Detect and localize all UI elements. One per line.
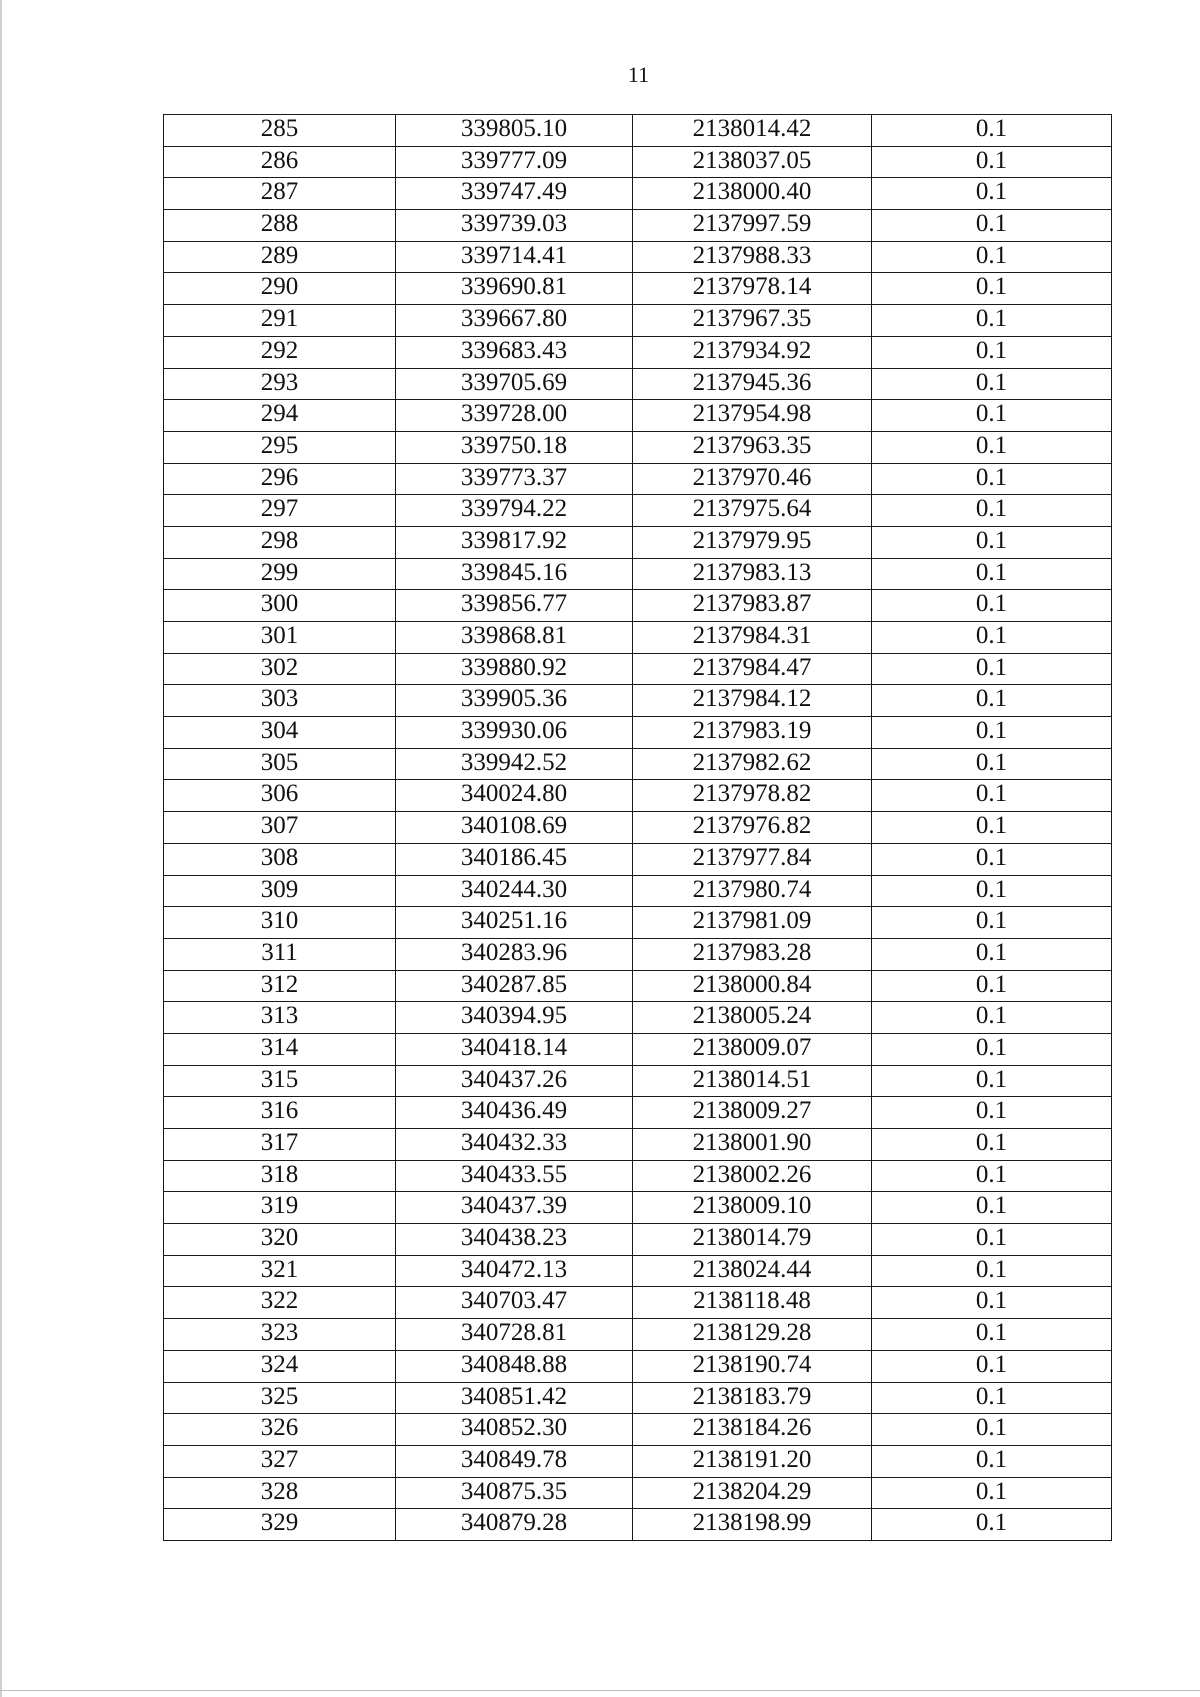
value-cell: 0.1 — [872, 241, 1112, 273]
y-coordinate-cell: 2137977.84 — [633, 843, 872, 875]
y-coordinate-cell: 2137983.13 — [633, 558, 872, 590]
y-coordinate-cell: 2138000.84 — [633, 970, 872, 1002]
value-cell: 0.1 — [872, 685, 1112, 717]
value-cell: 0.1 — [872, 526, 1112, 558]
table-row — [164, 526, 1112, 558]
value-cell: 0.1 — [872, 1319, 1112, 1351]
point-number-cell: 324 — [164, 1350, 396, 1382]
y-coordinate-cell: 2137983.28 — [633, 938, 872, 970]
value-cell: 0.1 — [872, 1160, 1112, 1192]
table-row — [164, 1382, 1112, 1414]
value-cell: 0.1 — [872, 1065, 1112, 1097]
table-row — [164, 1097, 1112, 1129]
x-coordinate-cell: 340437.39 — [396, 1192, 633, 1224]
value-cell: 0.1 — [872, 431, 1112, 463]
point-number-cell: 321 — [164, 1255, 396, 1287]
x-coordinate-cell: 340848.88 — [396, 1350, 633, 1382]
value-cell: 0.1 — [872, 115, 1112, 147]
x-coordinate-cell: 339905.36 — [396, 685, 633, 717]
x-coordinate-cell: 340394.95 — [396, 1002, 633, 1034]
table-row — [164, 1129, 1112, 1161]
x-coordinate-cell: 340251.16 — [396, 907, 633, 939]
table-row — [164, 1445, 1112, 1477]
value-cell: 0.1 — [872, 1414, 1112, 1446]
value-cell: 0.1 — [872, 907, 1112, 939]
y-coordinate-cell: 2138024.44 — [633, 1255, 872, 1287]
table-row — [164, 1224, 1112, 1256]
point-number-cell: 285 — [164, 115, 396, 147]
point-number-cell: 305 — [164, 748, 396, 780]
table-row — [164, 368, 1112, 400]
table-row — [164, 1065, 1112, 1097]
x-coordinate-cell: 340879.28 — [396, 1509, 633, 1541]
table-row — [164, 1002, 1112, 1034]
point-number-cell: 307 — [164, 812, 396, 844]
x-coordinate-cell: 339750.18 — [396, 431, 633, 463]
point-number-cell: 326 — [164, 1414, 396, 1446]
x-coordinate-cell: 340436.49 — [396, 1097, 633, 1129]
point-number-cell: 329 — [164, 1509, 396, 1541]
y-coordinate-cell: 2138002.26 — [633, 1160, 872, 1192]
x-coordinate-cell: 340186.45 — [396, 843, 633, 875]
table-row — [164, 843, 1112, 875]
point-number-cell: 322 — [164, 1287, 396, 1319]
table-row — [164, 653, 1112, 685]
table-row — [164, 1319, 1112, 1351]
point-number-cell: 298 — [164, 526, 396, 558]
table-row — [164, 812, 1112, 844]
y-coordinate-cell: 2137984.47 — [633, 653, 872, 685]
point-number-cell: 311 — [164, 938, 396, 970]
point-number-cell: 294 — [164, 400, 396, 432]
value-cell: 0.1 — [872, 875, 1112, 907]
table-row — [164, 495, 1112, 527]
point-number-cell: 301 — [164, 622, 396, 654]
value-cell: 0.1 — [872, 812, 1112, 844]
value-cell: 0.1 — [872, 146, 1112, 178]
point-number-cell: 306 — [164, 780, 396, 812]
x-coordinate-cell: 340703.47 — [396, 1287, 633, 1319]
point-number-cell: 292 — [164, 336, 396, 368]
table-row — [164, 780, 1112, 812]
point-number-cell: 312 — [164, 970, 396, 1002]
x-coordinate-cell: 339856.77 — [396, 590, 633, 622]
point-number-cell: 288 — [164, 210, 396, 242]
value-cell: 0.1 — [872, 210, 1112, 242]
value-cell: 0.1 — [872, 1033, 1112, 1065]
point-number-cell: 303 — [164, 685, 396, 717]
point-number-cell: 287 — [164, 178, 396, 210]
y-coordinate-cell: 2137963.35 — [633, 431, 872, 463]
point-number-cell: 297 — [164, 495, 396, 527]
table-row — [164, 938, 1112, 970]
y-coordinate-cell: 2137980.74 — [633, 875, 872, 907]
value-cell: 0.1 — [872, 305, 1112, 337]
value-cell: 0.1 — [872, 748, 1112, 780]
y-coordinate-cell: 2137982.62 — [633, 748, 872, 780]
table-row — [164, 336, 1112, 368]
table-row — [164, 210, 1112, 242]
point-number-cell: 299 — [164, 558, 396, 590]
value-cell: 0.1 — [872, 1129, 1112, 1161]
point-number-cell: 290 — [164, 273, 396, 305]
table-row — [164, 431, 1112, 463]
y-coordinate-cell: 2137945.36 — [633, 368, 872, 400]
x-coordinate-cell: 340433.55 — [396, 1160, 633, 1192]
table-row — [164, 717, 1112, 749]
value-cell: 0.1 — [872, 1445, 1112, 1477]
x-coordinate-cell: 340875.35 — [396, 1477, 633, 1509]
x-coordinate-cell: 340108.69 — [396, 812, 633, 844]
y-coordinate-cell: 2137984.31 — [633, 622, 872, 654]
y-coordinate-cell: 2138009.10 — [633, 1192, 872, 1224]
table-row — [164, 305, 1112, 337]
x-coordinate-cell: 339690.81 — [396, 273, 633, 305]
y-coordinate-cell: 2137967.35 — [633, 305, 872, 337]
y-coordinate-cell: 2137978.14 — [633, 273, 872, 305]
x-coordinate-cell: 339794.22 — [396, 495, 633, 527]
value-cell: 0.1 — [872, 1477, 1112, 1509]
point-number-cell: 318 — [164, 1160, 396, 1192]
value-cell: 0.1 — [872, 717, 1112, 749]
y-coordinate-cell: 2137983.87 — [633, 590, 872, 622]
y-coordinate-cell: 2138183.79 — [633, 1382, 872, 1414]
y-coordinate-cell: 2138009.27 — [633, 1097, 872, 1129]
value-cell: 0.1 — [872, 780, 1112, 812]
x-coordinate-cell: 340287.85 — [396, 970, 633, 1002]
page-number: 11 — [627, 62, 650, 87]
y-coordinate-cell: 2138191.20 — [633, 1445, 872, 1477]
point-number-cell: 320 — [164, 1224, 396, 1256]
point-number-cell: 327 — [164, 1445, 396, 1477]
y-coordinate-cell: 2138005.24 — [633, 1002, 872, 1034]
point-number-cell: 317 — [164, 1129, 396, 1161]
value-cell: 0.1 — [872, 843, 1112, 875]
value-cell: 0.1 — [872, 178, 1112, 210]
x-coordinate-cell: 340283.96 — [396, 938, 633, 970]
y-coordinate-cell: 2138009.07 — [633, 1033, 872, 1065]
table-row — [164, 241, 1112, 273]
table-row — [164, 1287, 1112, 1319]
x-coordinate-cell: 339739.03 — [396, 210, 633, 242]
y-coordinate-cell: 2137988.33 — [633, 241, 872, 273]
value-cell: 0.1 — [872, 273, 1112, 305]
value-cell: 0.1 — [872, 970, 1112, 1002]
table-row — [164, 590, 1112, 622]
table-row — [164, 273, 1112, 305]
table-row — [164, 748, 1112, 780]
y-coordinate-cell: 2137981.09 — [633, 907, 872, 939]
y-coordinate-cell: 2137934.92 — [633, 336, 872, 368]
y-coordinate-cell: 2137976.82 — [633, 812, 872, 844]
table-row — [164, 1414, 1112, 1446]
x-coordinate-cell: 340852.30 — [396, 1414, 633, 1446]
x-coordinate-cell: 340437.26 — [396, 1065, 633, 1097]
y-coordinate-cell: 2137954.98 — [633, 400, 872, 432]
y-coordinate-cell: 2138198.99 — [633, 1509, 872, 1541]
x-coordinate-cell: 339817.92 — [396, 526, 633, 558]
table-row — [164, 622, 1112, 654]
value-cell: 0.1 — [872, 653, 1112, 685]
value-cell: 0.1 — [872, 336, 1112, 368]
x-coordinate-cell: 340024.80 — [396, 780, 633, 812]
point-number-cell: 323 — [164, 1319, 396, 1351]
value-cell: 0.1 — [872, 400, 1112, 432]
x-coordinate-cell: 340438.23 — [396, 1224, 633, 1256]
x-coordinate-cell: 339728.00 — [396, 400, 633, 432]
table-row — [164, 178, 1112, 210]
x-coordinate-cell: 339942.52 — [396, 748, 633, 780]
x-coordinate-cell: 339868.81 — [396, 622, 633, 654]
value-cell: 0.1 — [872, 1382, 1112, 1414]
table-row — [164, 907, 1112, 939]
point-number-cell: 300 — [164, 590, 396, 622]
point-number-cell: 289 — [164, 241, 396, 273]
y-coordinate-cell: 2138184.26 — [633, 1414, 872, 1446]
y-coordinate-cell: 2137983.19 — [633, 717, 872, 749]
value-cell: 0.1 — [872, 1350, 1112, 1382]
table-row — [164, 115, 1112, 147]
value-cell: 0.1 — [872, 622, 1112, 654]
x-coordinate-cell: 339777.09 — [396, 146, 633, 178]
table-row — [164, 1160, 1112, 1192]
x-coordinate-cell: 339714.41 — [396, 241, 633, 273]
table-row — [164, 1509, 1112, 1541]
y-coordinate-cell: 2137978.82 — [633, 780, 872, 812]
value-cell: 0.1 — [872, 1002, 1112, 1034]
x-coordinate-cell: 339773.37 — [396, 463, 633, 495]
value-cell: 0.1 — [872, 368, 1112, 400]
scan-bottom-line — [0, 1690, 1200, 1691]
point-number-cell: 308 — [164, 843, 396, 875]
x-coordinate-cell: 339880.92 — [396, 653, 633, 685]
y-coordinate-cell: 2138190.74 — [633, 1350, 872, 1382]
point-number-cell: 319 — [164, 1192, 396, 1224]
point-number-cell: 296 — [164, 463, 396, 495]
coordinates-table — [163, 114, 1112, 1541]
point-number-cell: 304 — [164, 717, 396, 749]
x-coordinate-cell: 339683.43 — [396, 336, 633, 368]
point-number-cell: 295 — [164, 431, 396, 463]
x-coordinate-cell: 339930.06 — [396, 717, 633, 749]
y-coordinate-cell: 2137979.95 — [633, 526, 872, 558]
table-row — [164, 400, 1112, 432]
y-coordinate-cell: 2137997.59 — [633, 210, 872, 242]
table-row — [164, 685, 1112, 717]
y-coordinate-cell: 2138014.51 — [633, 1065, 872, 1097]
table-row — [164, 1477, 1112, 1509]
value-cell: 0.1 — [872, 1287, 1112, 1319]
x-coordinate-cell: 340851.42 — [396, 1382, 633, 1414]
y-coordinate-cell: 2137970.46 — [633, 463, 872, 495]
value-cell: 0.1 — [872, 590, 1112, 622]
point-number-cell: 325 — [164, 1382, 396, 1414]
value-cell: 0.1 — [872, 938, 1112, 970]
value-cell: 0.1 — [872, 1509, 1112, 1541]
x-coordinate-cell: 340432.33 — [396, 1129, 633, 1161]
y-coordinate-cell: 2138001.90 — [633, 1129, 872, 1161]
value-cell: 0.1 — [872, 558, 1112, 590]
value-cell: 0.1 — [872, 1255, 1112, 1287]
y-coordinate-cell: 2138118.48 — [633, 1287, 872, 1319]
table-row — [164, 146, 1112, 178]
y-coordinate-cell: 2138000.40 — [633, 178, 872, 210]
value-cell: 0.1 — [872, 495, 1112, 527]
x-coordinate-cell: 340849.78 — [396, 1445, 633, 1477]
y-coordinate-cell: 2137984.12 — [633, 685, 872, 717]
y-coordinate-cell: 2138014.79 — [633, 1224, 872, 1256]
table-row — [164, 1192, 1112, 1224]
point-number-cell: 293 — [164, 368, 396, 400]
table-row — [164, 970, 1112, 1002]
point-number-cell: 315 — [164, 1065, 396, 1097]
y-coordinate-cell: 2137975.64 — [633, 495, 872, 527]
value-cell: 0.1 — [872, 1224, 1112, 1256]
point-number-cell: 291 — [164, 305, 396, 337]
y-coordinate-cell: 2138129.28 — [633, 1319, 872, 1351]
table-row — [164, 875, 1112, 907]
point-number-cell: 313 — [164, 1002, 396, 1034]
x-coordinate-cell: 340418.14 — [396, 1033, 633, 1065]
point-number-cell: 302 — [164, 653, 396, 685]
table-row — [164, 1033, 1112, 1065]
x-coordinate-cell: 340728.81 — [396, 1319, 633, 1351]
point-number-cell: 314 — [164, 1033, 396, 1065]
value-cell: 0.1 — [872, 1192, 1112, 1224]
x-coordinate-cell: 340472.13 — [396, 1255, 633, 1287]
point-number-cell: 310 — [164, 907, 396, 939]
table-row — [164, 463, 1112, 495]
x-coordinate-cell: 339705.69 — [396, 368, 633, 400]
value-cell: 0.1 — [872, 1097, 1112, 1129]
table-row — [164, 558, 1112, 590]
x-coordinate-cell: 340244.30 — [396, 875, 633, 907]
value-cell: 0.1 — [872, 463, 1112, 495]
y-coordinate-cell: 2138037.05 — [633, 146, 872, 178]
y-coordinate-cell: 2138204.29 — [633, 1477, 872, 1509]
coordinates-table-body — [164, 115, 1112, 1541]
point-number-cell: 316 — [164, 1097, 396, 1129]
y-coordinate-cell: 2138014.42 — [633, 115, 872, 147]
x-coordinate-cell: 339667.80 — [396, 305, 633, 337]
point-number-cell: 328 — [164, 1477, 396, 1509]
point-number-cell: 309 — [164, 875, 396, 907]
x-coordinate-cell: 339805.10 — [396, 115, 633, 147]
table-row — [164, 1255, 1112, 1287]
point-number-cell: 286 — [164, 146, 396, 178]
table-row — [164, 1350, 1112, 1382]
scan-edge-line — [0, 0, 2, 1697]
x-coordinate-cell: 339747.49 — [396, 178, 633, 210]
x-coordinate-cell: 339845.16 — [396, 558, 633, 590]
